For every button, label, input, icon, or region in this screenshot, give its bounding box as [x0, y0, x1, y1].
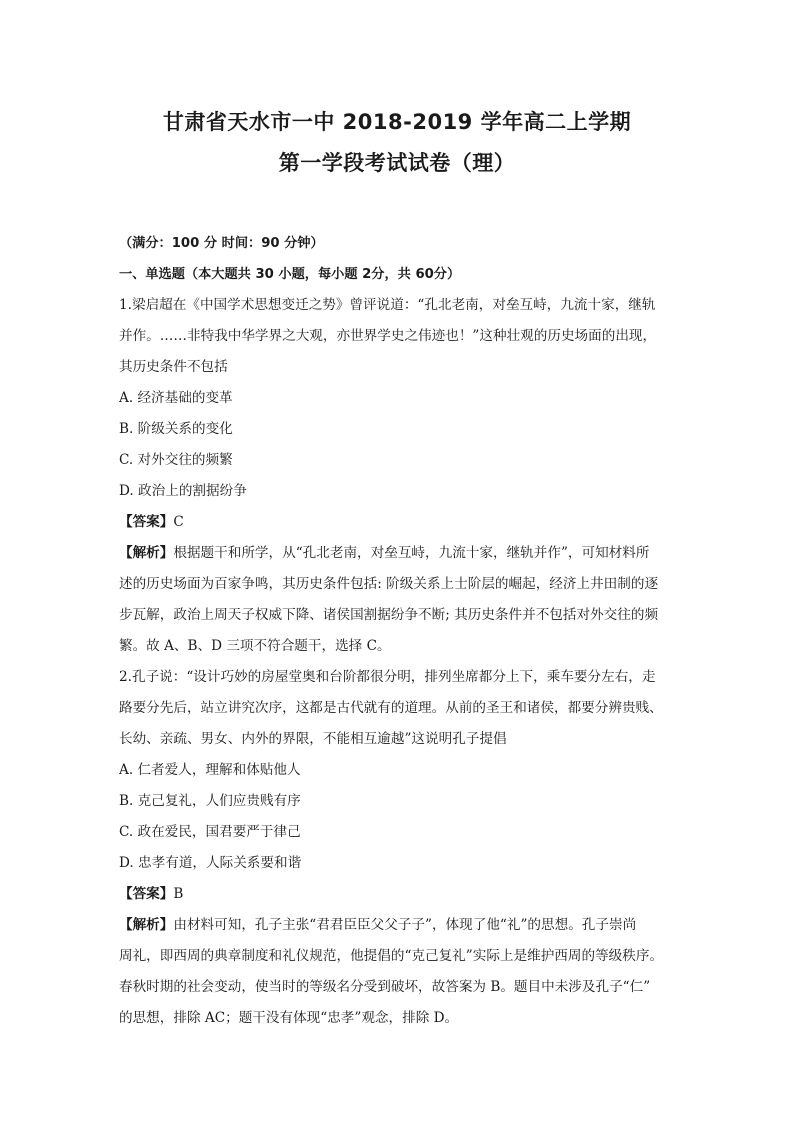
question-stem-line: 并作。……非特我中华学界之大观，亦世界学史之伟迹也！”这种壮观的历史场面的出现，	[119, 328, 657, 344]
question-stem-line: 2.孔子说：“设计巧妙的房屋堂奥和台阶都很分明，排列坐席都分上下，乘车要分左右，走	[119, 669, 656, 685]
option-c: C. 对外交往的频繁	[119, 452, 233, 468]
analysis-line: 步瓦解，政治上周天子权威下降、诸侯国割据纷争不断; 其历史条件并不包括对外交往的频	[119, 607, 659, 623]
analysis-line: 述的历史场面为百家争鸣，其历史条件包括: 阶级关系上士阶层的崛起，经济上井田制的逐	[119, 576, 659, 592]
answer-line	[119, 879, 675, 910]
question-stem-line: 路要分先后，站立讲究次序，这都是古代就有的道理。从前的圣王和诸侯，都要分辨贵贱、	[119, 700, 663, 716]
question-2	[119, 662, 675, 1034]
analysis-line	[119, 538, 675, 569]
exam-title-line2: 第一学段考试试卷（理）	[278, 151, 516, 175]
option-a: A. 仁者爱人，理解和体贴他人	[119, 762, 301, 778]
question-stem-line: 1.梁启超在《中国学术思想变迁之势》曾评说道：“孔北老南，对垒互峙，九流十家，继轨	[119, 297, 656, 313]
option-d: D. 忠孝有道，人际关系要和谐	[119, 855, 302, 871]
section-title: 一、单选题（本大题共 30 小题，每小题 2分，共 60分）	[119, 267, 461, 282]
answer-label: 【答案】	[119, 886, 174, 902]
analysis-label: 【解析】	[119, 917, 174, 933]
analysis-line	[119, 910, 675, 941]
analysis-line: 的思想，排除 AC；题干没有体现“忠孝”观念，排除 D。	[119, 1010, 459, 1026]
analysis-line: 春秋时期的社会变动，使当时的等级名分受到破坏，故答案为 B。题目中未涉及孔子“仁”	[119, 979, 651, 995]
exam-info: （满分：100 分 时间：90 分钟）	[119, 236, 324, 251]
option-c: C. 政在爱民，国君要严于律己	[119, 824, 301, 840]
analysis-text: 根据题干和所学，从“孔北老南，对垒互峙，九流十家，继轨并作”，可知材料所	[173, 545, 650, 561]
answer-line	[119, 507, 675, 538]
question-stem-line: 其历史条件不包括	[119, 359, 228, 375]
question-stem-line: 长幼、亲疏、男女、内外的界限，不能相互逾越”这说明孔子提倡	[119, 731, 507, 747]
exam-title-line1: 甘肃省天水市一中 2018-2019 学年高二上学期	[162, 110, 632, 134]
option-d: D. 政治上的割据纷争	[119, 483, 247, 499]
answer-value: C	[173, 514, 184, 530]
answer-value: B	[173, 886, 184, 902]
exam-content	[119, 228, 675, 1034]
answer-label: 【答案】	[119, 514, 174, 530]
option-a: A. 经济基础的变革	[119, 390, 233, 406]
analysis-label: 【解析】	[119, 545, 174, 561]
option-b: B. 克己复礼，人们应贵贱有序	[119, 793, 301, 809]
analysis-line: 繁。故 A、B、D 三项不符合题干，选择 C。	[119, 638, 391, 654]
option-b: B. 阶级关系的变化	[119, 421, 233, 437]
analysis-text: 由材料可知，孔子主张“君君臣臣父父子子”，体现了他“礼”的思想。孔子崇尚	[173, 917, 637, 933]
analysis-line: 周礼，即西周的典章制度和礼仪规范，他提倡的“克己复礼”实际上是维护西周的等级秩序。	[119, 948, 664, 964]
question-1	[119, 290, 675, 662]
